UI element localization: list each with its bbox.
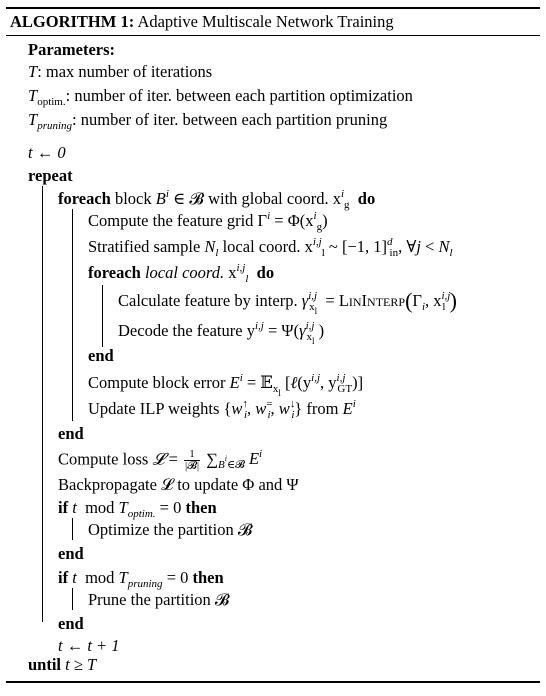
- foreach-block-bar: [72, 209, 73, 421]
- if-pruning-bar: [72, 588, 73, 610]
- init-line: t ← 0: [28, 143, 66, 162]
- foreach-block-line: foreach block $B^i$ ∈ 𝓑 with global coord. $x^i_g$ do: [58, 188, 376, 211]
- algorithm-label: ALGORITHM 1:: [10, 12, 135, 31]
- param-optim: $T_{optim.}$: number of iter. between each partition optimization: [28, 86, 413, 108]
- stratified-line: Stratified sample $N_l$ local coord. $x^{i,j}_l$ ~ [−1, 1]$^d_{in}$, ∀j < $N_l$: [88, 236, 453, 259]
- decode-line: Decode the feature $y^{i,j} = \Psi(\gamma^{i,j}_{x_l}$ ): [118, 320, 325, 346]
- end-foreach-block: end: [58, 424, 84, 443]
- backprop-line: Backpropagate 𝓛 to update Φ and Ψ: [58, 475, 299, 494]
- compute-grid-line: Compute the feature grid $\Gamma^i = \Phi(x^i_g)$: [88, 210, 328, 233]
- repeat-keyword: repeat: [28, 166, 73, 185]
- compute-loss-line: Compute loss 𝓛 = $\frac{1}{\text{|𝓑|}}$ $\sum_{B^i\in 𝓑}$ $E^i$: [58, 448, 263, 472]
- prune-line: Prune the partition 𝓑: [88, 590, 230, 609]
- if-optim-bar: [72, 518, 73, 540]
- increment-line: t ← t + 1: [58, 636, 120, 655]
- end-if-pruning: end: [58, 614, 84, 633]
- algorithm-title: Adaptive Multiscale Network Training: [137, 12, 394, 31]
- if-pruning-line: if t mod $T_{pruning} = 0$ then: [58, 568, 224, 590]
- block-error-line: Compute block error $E^i$ = 𝔼$_{x_l}$ [$\ell(y^{i,j}$, $y^{i,j}_{GT}$)]: [88, 372, 364, 398]
- if-optim-line: if t mod $T_{optim.} = 0$ then: [58, 498, 217, 520]
- end-foreach-local: end: [88, 346, 114, 365]
- parameters-heading: Parameters:: [28, 40, 116, 59]
- bottom-rule: [6, 681, 540, 683]
- update-ilp-line: Update ILP weights {$w^↑_i$, $w^=_i$, $w^↓_i$} from $E^i$: [88, 398, 356, 421]
- algorithm-header: [10, 12, 394, 32]
- param-max-iter: T: max number of iterations: [28, 62, 213, 81]
- header-rule: [6, 35, 540, 36]
- top-rule: [6, 7, 540, 9]
- foreach-local-line: foreach local coord. $x^{i,j}_l$ do: [88, 262, 275, 285]
- repeat-bar: [42, 186, 43, 622]
- until-line: until t ≥ T: [28, 655, 97, 674]
- foreach-local-bar: [102, 285, 103, 347]
- calc-feature-line: Calculate feature by interp. $\gamma^{i,j}_{x_l}$ = $LinInterp(\Gamma_i$, $x^{i,j}_l$ ): [118, 288, 457, 316]
- optimize-line: Optimize the partition 𝓑: [88, 520, 253, 539]
- end-if-optim: end: [58, 544, 84, 563]
- param-pruning: $T_{pruning}$: number of iter. between each partition pruning: [28, 110, 388, 132]
